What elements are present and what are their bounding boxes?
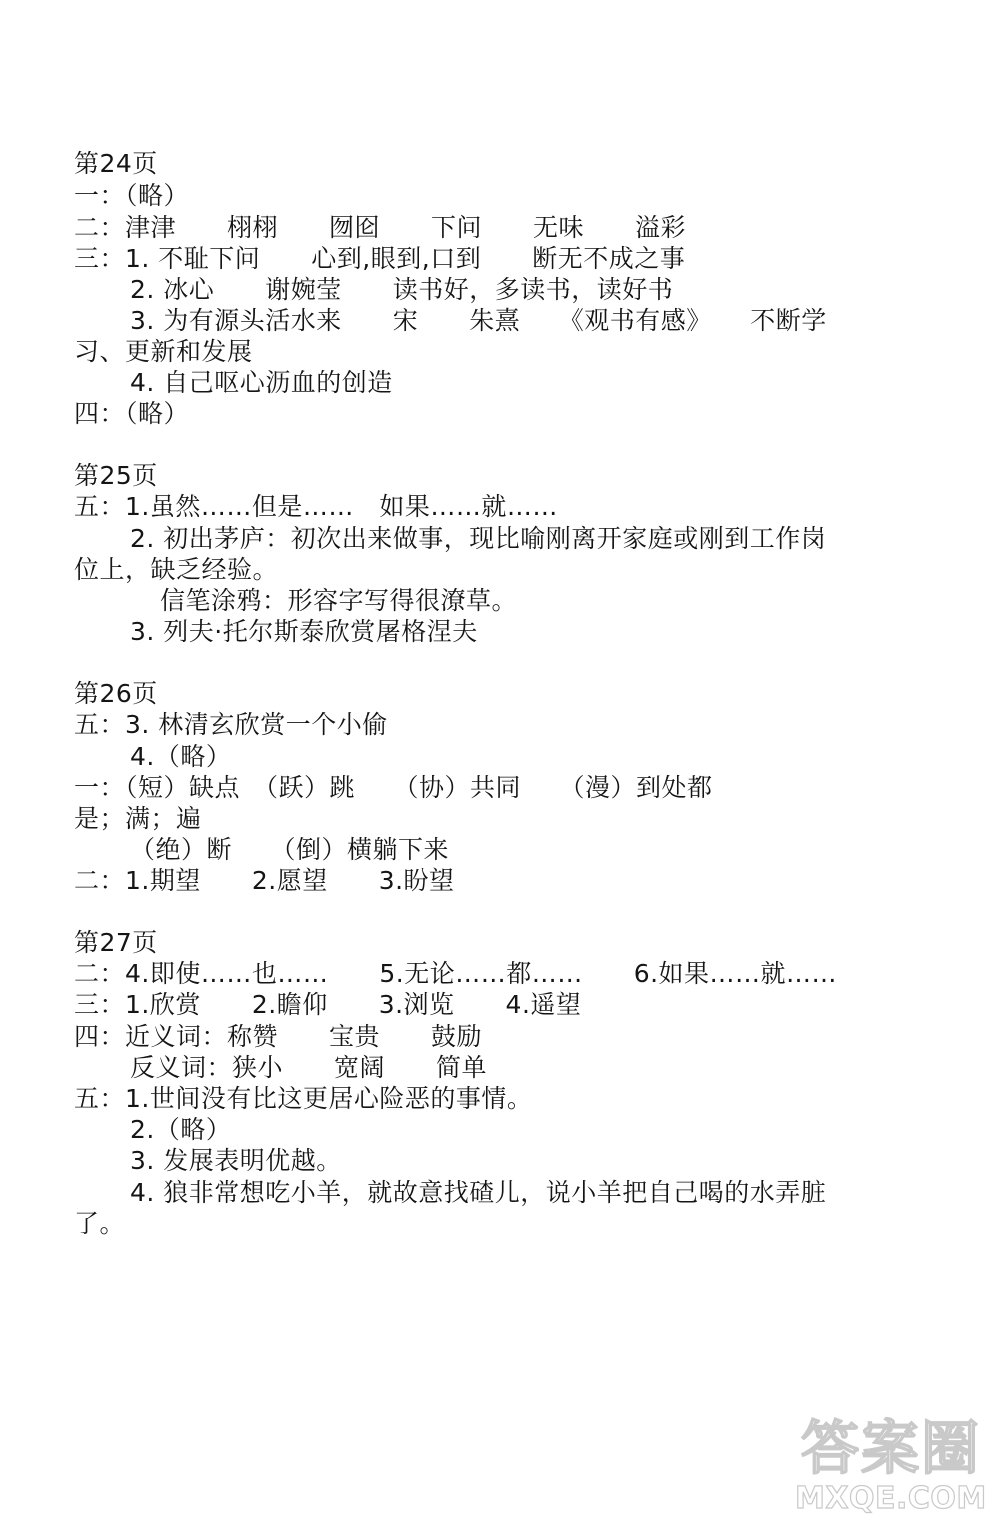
answer-line: 三：1.欣赏 2.瞻仰 3.浏览 4.遥望 xyxy=(74,990,582,1019)
answer-line: 三：1. 不耻下问 心到,眼到,口到 断无不成之事 xyxy=(74,244,686,273)
answer-line: 四：（略） xyxy=(74,399,190,428)
section-heading-page-24: 第24页 xyxy=(74,149,158,178)
answer-line: 一：（短）缺点 （跃）跳 （协）共同 （漫）到处都 xyxy=(74,773,713,802)
watermark-logo xyxy=(795,1415,985,1520)
answer-line: 4. 狼非常想吃小羊，就故意找碴儿，说小羊把自己喝的水弄脏 xyxy=(130,1178,827,1207)
answer-line: 二：1.期望 2.愿望 3.盼望 xyxy=(74,866,455,895)
answer-line: 反义词：狭小 宽阔 简单 xyxy=(130,1053,488,1082)
answer-line: 2. 初出茅庐：初次出来做事，现比喻刚离开家庭或刚到工作岗 xyxy=(130,524,827,553)
watermark-chars: 答案圈 xyxy=(801,1414,982,1482)
answer-line: 4. 自己呕心沥血的创造 xyxy=(130,368,393,397)
section-heading-page-25: 第25页 xyxy=(74,461,158,490)
answer-line: 信笔涂鸦：形容字写得很潦草。 xyxy=(160,586,518,615)
answer-line: （绝）断 （倒）横躺下来 xyxy=(130,835,450,864)
answer-line: 五：1.虽然……但是…… 如果……就…… xyxy=(74,492,558,521)
answer-line: 4.（略） xyxy=(130,742,232,771)
answer-line: 3. 为有源头活水来 宋 朱熹 《观书有感》 不断学 xyxy=(130,306,827,335)
answer-line: 了。 xyxy=(74,1209,126,1238)
answer-line: 五：3. 林清玄欣赏一个小偷 xyxy=(74,710,388,739)
answer-line: 3. 列夫·托尔斯泰欣赏屠格涅夫 xyxy=(130,617,478,646)
answer-line: 一：（略） xyxy=(74,181,190,210)
answer-line: 位上，缺乏经验。 xyxy=(74,555,279,584)
answer-line: 2.（略） xyxy=(130,1115,232,1144)
answer-line: 四：近义词：称赞 宝贵 鼓励 xyxy=(74,1022,483,1051)
watermark-url: MXQE.COM xyxy=(795,1481,987,1516)
answer-line: 3. 发展表明优越。 xyxy=(130,1146,342,1175)
section-heading-page-27: 第27页 xyxy=(74,928,158,957)
answer-line: 二：津津 栩栩 囫囵 下问 无味 溢彩 xyxy=(74,213,687,242)
answer-line: 五：1.世间没有比这更居心险恶的事情。 xyxy=(74,1084,533,1113)
answer-line: 习、更新和发展 xyxy=(74,337,253,366)
answer-line: 是；满；遍 xyxy=(74,804,202,833)
answer-line: 2. 冰心 谢婉莹 读书好，多读书，读好书 xyxy=(130,275,674,304)
answer-line: 二：4.即使……也…… 5.无论……都…… 6.如果……就…… xyxy=(74,959,838,988)
section-heading-page-26: 第26页 xyxy=(74,679,158,708)
